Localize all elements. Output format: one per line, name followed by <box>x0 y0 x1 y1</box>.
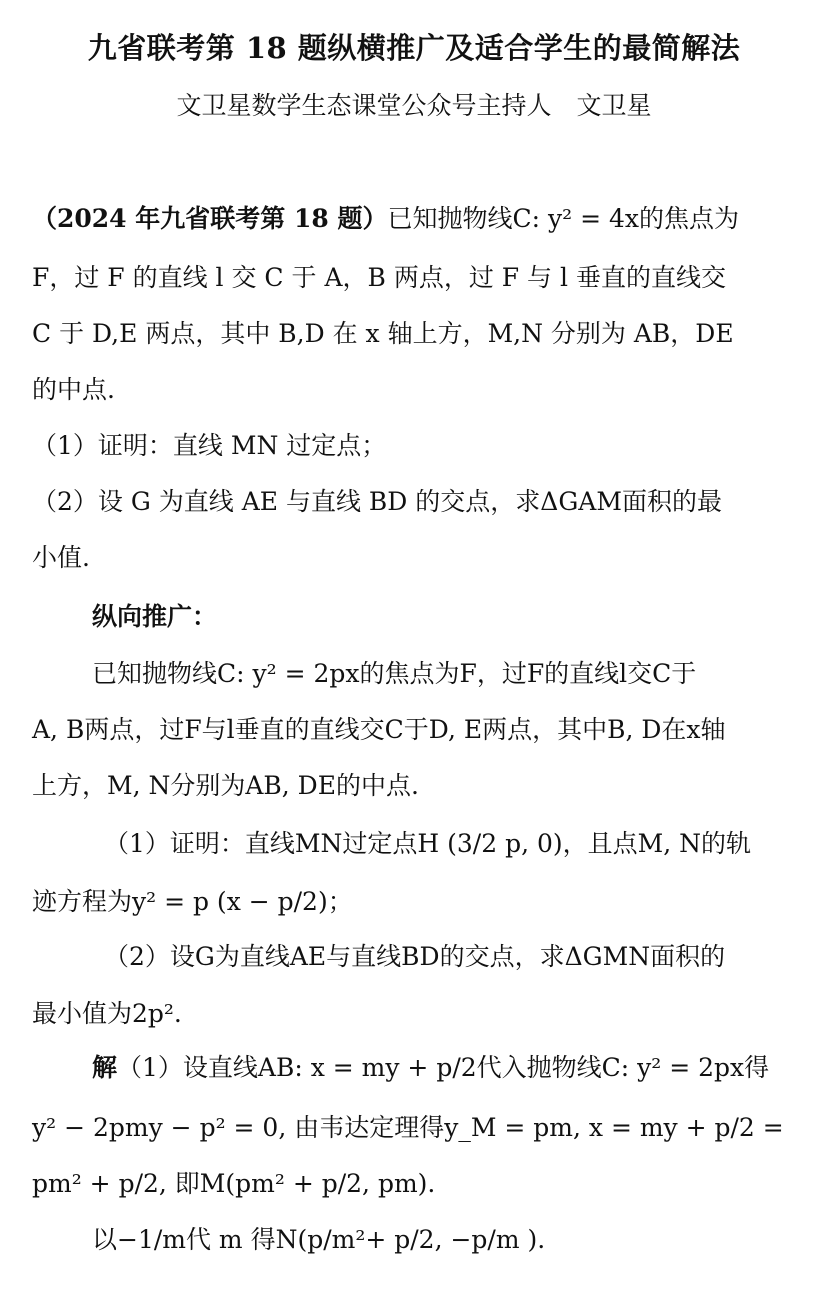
extension-question-1: （1）证明：直线MN过定点H (3/2 p, 0)，且点M, N的轨 <box>104 829 751 858</box>
solution-line-1 <box>92 1054 769 1082</box>
solution-line-4: 以−1/m代 m 得N(p/m²+ p/2, −p/m ). <box>92 1225 546 1254</box>
problem-text-1: 已知抛物线C: y² = 4x的焦点为 <box>387 204 739 233</box>
problem-question-1: （1）证明：直线 MN 过定点； <box>32 431 387 460</box>
extension-line-3: 上方，M, N分别为AB, DE的中点. <box>32 771 419 800</box>
problem-line-1 <box>32 205 739 233</box>
problem-source: （2024 年九省联考第 18 题） <box>32 204 388 233</box>
extension-line-2: A, B两点，过F与l垂直的直线交C于D, E两点，其中B, D在x轴 <box>32 715 726 744</box>
problem-line-4: 的中点. <box>32 375 115 404</box>
problem-question-2-cont: 小值. <box>32 543 90 572</box>
problem-line-2: F，过 F 的直线 l 交 C 于 A，B 两点，过 F 与 l 垂直的直线交 <box>32 263 726 292</box>
extension-question-2-cont: 最小值为2p². <box>32 999 182 1028</box>
solution-text-1: （1）设直线AB: x = my + p/2代入抛物线C: y² = 2px得 <box>117 1053 770 1082</box>
extension-heading: 纵向推广： <box>92 602 218 631</box>
problem-question-2: （2）设 G 为直线 AE 与直线 BD 的交点，求ΔGAM面积的最 <box>32 487 722 516</box>
solution-line-3: pm² + p/2, 即M(pm² + p/2, pm). <box>32 1169 436 1198</box>
document-title: 九省联考第 18 题纵横推广及适合学生的最简解法 <box>87 31 741 65</box>
solution-line-2: y² − 2pmy − p² = 0, 由韦达定理得y_M = pm, x = my + p/2 = <box>32 1113 784 1142</box>
extension-question-1-cont: 迹方程为y² = p (x − p/2)； <box>32 887 353 916</box>
solution-label: 解 <box>92 1053 118 1082</box>
extension-question-2: （2）设G为直线AE与直线BD的交点，求ΔGMN面积的 <box>104 942 726 971</box>
extension-line-1: 已知抛物线C: y² = 2px的焦点为F，过F的直线l交C于 <box>92 659 697 688</box>
author-line: 文卫星数学生态课堂公众号主持人 文卫星 <box>176 91 652 120</box>
problem-line-3: C 于 D,E 两点，其中 B,D 在 x 轴上方，M,N 分别为 AB，DE <box>32 319 734 348</box>
